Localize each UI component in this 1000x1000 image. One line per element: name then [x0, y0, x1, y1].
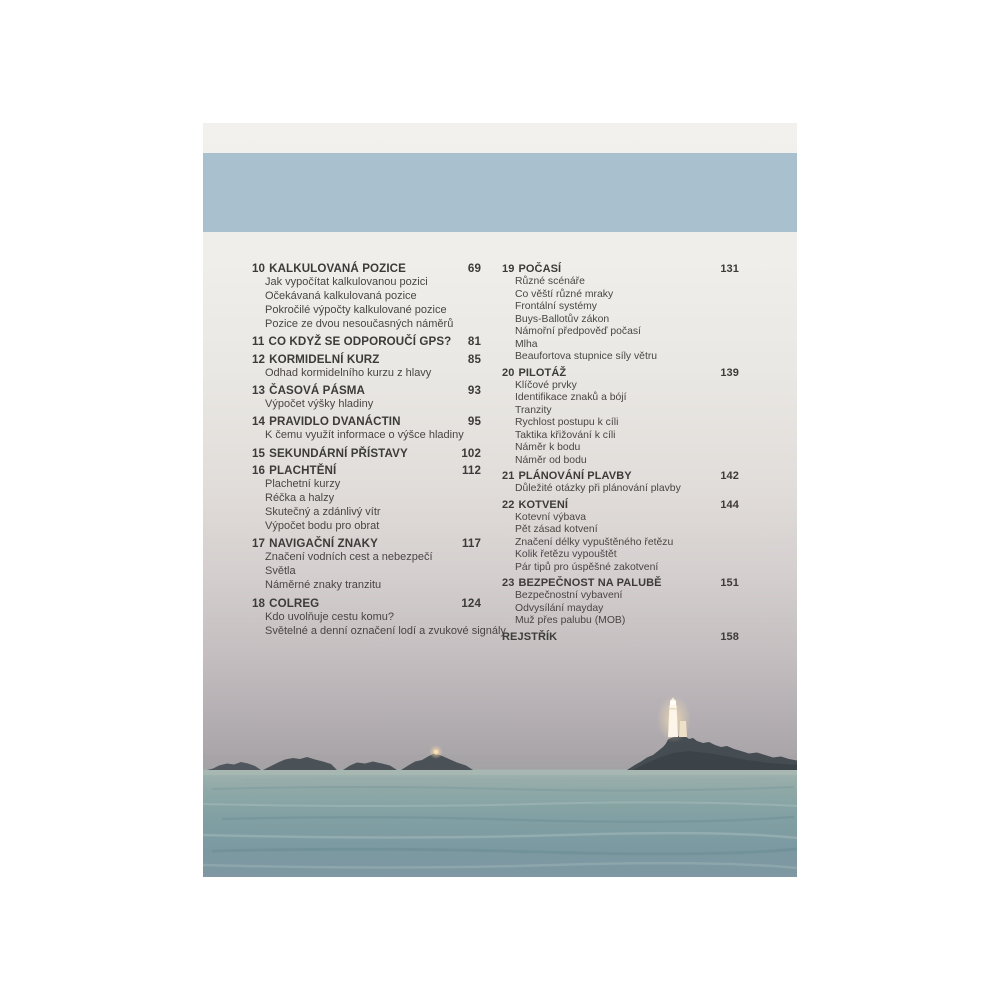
chapter-number: 18	[252, 596, 266, 610]
chapter-title: REJSTŘÍK	[502, 630, 558, 643]
toc-chapter	[502, 499, 739, 575]
chapter-page-number: 117	[461, 537, 481, 551]
chapter-title: NAVIGAČNÍ ZNAKY	[269, 537, 378, 551]
chapter-title-group	[502, 577, 662, 590]
toc-chapter	[252, 335, 481, 349]
toc-subentry: Náměrné znaky tranzitu	[265, 579, 382, 592]
toc-subentry: Výpočet bodu pro obrat	[265, 520, 380, 533]
toc-subentry: Identifikace znaků a bójí	[515, 392, 627, 403]
chapter-title: KALKULOVANÁ POZICE	[269, 262, 406, 275]
toc-column-left	[252, 262, 506, 639]
toc-chapter	[502, 470, 739, 496]
toc-subentry: Kolik řetězu vypouštět	[515, 549, 617, 560]
chapter-title-group	[502, 499, 568, 512]
toc-chapter	[502, 263, 739, 364]
toc-chapter-heading	[252, 384, 481, 398]
chapter-number: 11	[252, 335, 265, 349]
chapter-page-number: 144	[720, 498, 739, 511]
toc-chapter	[252, 353, 481, 381]
chapter-page-number: 102	[461, 446, 481, 460]
chapter-title-group	[252, 537, 378, 551]
chapter-title-group	[252, 262, 406, 276]
chapter-page-number: 112	[461, 464, 481, 478]
toc-subentry: Námořní předpověď počasí	[515, 326, 641, 337]
toc-subentry: Značení vodních cest a nebezpečí	[265, 551, 433, 564]
toc-chapter-heading	[502, 631, 739, 644]
toc-subentry: Pár tipů pro úspěšné zakotvení	[515, 561, 659, 573]
chapter-title: ČASOVÁ PÁSMA	[269, 384, 366, 398]
chapter-title: PLÁNOVÁNÍ PLAVBY	[518, 470, 632, 482]
toc-chapter-heading	[502, 263, 739, 276]
toc-chapter-heading	[252, 537, 481, 551]
chapter-title-group	[252, 464, 336, 478]
toc-subentry: Kdo uvolňuje cestu komu?	[265, 610, 395, 623]
chapter-title-group	[252, 384, 365, 398]
seascape-photo	[203, 677, 797, 877]
toc-subentry: Jak vypočítat kalkulovanou pozici	[265, 276, 428, 288]
chapter-page-number: 93	[467, 384, 481, 398]
toc-subentry: Réčka a halzy	[265, 492, 335, 505]
toc-chapter-heading	[502, 367, 739, 380]
toc-subentry: Pět zásad kotvení	[515, 524, 598, 535]
chapter-number: 15	[252, 446, 266, 460]
chapter-number: 14	[252, 415, 266, 429]
toc-chapter	[502, 577, 739, 628]
chapter-title: CO KDYŽ SE ODPOROUČÍ GPS?	[268, 335, 452, 349]
toc-chapter-heading	[502, 577, 739, 590]
chapter-title: PILOTÁŽ	[518, 366, 567, 379]
chapter-page-number: 95	[467, 415, 481, 429]
toc-chapter-heading	[252, 597, 481, 611]
chapter-number: 13	[252, 384, 266, 398]
toc-subentry: Rychlost postupu k cíli	[515, 417, 619, 428]
chapter-number: 10	[252, 262, 266, 275]
toc-chapter	[252, 537, 481, 593]
toc-subentry: Značení délky vypuštěného řetězu	[515, 536, 674, 548]
chapter-page-number: 151	[720, 577, 739, 589]
toc-subentry: Náměr k bodu	[515, 442, 581, 453]
toc-chapter	[502, 631, 739, 644]
toc-subentry: Světla	[265, 565, 296, 578]
toc-column-right	[502, 263, 739, 644]
chapter-title-group	[252, 415, 401, 429]
chapter-title: BEZPEČNOST NA PALUBĚ	[518, 577, 662, 589]
chapter-number: 21	[502, 470, 515, 482]
chapter-title-group	[252, 447, 408, 461]
sea-horizon-light-band	[203, 770, 797, 775]
chapter-number: 17	[252, 537, 266, 551]
toc-chapter	[252, 415, 481, 443]
toc-subentry: Světelné a denní označení lodí a zvukové signály	[265, 624, 506, 637]
chapter-title: PRAVIDLO DVANÁCTIN	[269, 415, 401, 429]
chapter-title-group	[502, 631, 557, 644]
toc-subentry: Muž přes palubu (MOB)	[515, 615, 626, 626]
toc-subentry: Náměr od bodu	[515, 454, 587, 466]
lighthouse-gallery	[669, 708, 677, 710]
chapter-number: 19	[502, 263, 515, 275]
toc-subentry: Pokročilé výpočty kalkulované pozice	[265, 303, 447, 316]
chapter-title-group	[252, 335, 451, 349]
toc-subentry: Tranzity	[515, 404, 552, 416]
toc-subentry: Bezpečnostní vybavení	[515, 590, 623, 601]
toc-subentry: Co věští různé mraky	[515, 288, 614, 300]
toc-subentry: Klíčové prvky	[515, 379, 577, 391]
toc-subentry: Taktika křižování k cíli	[515, 429, 616, 441]
toc-subentry: Různé scénáře	[515, 276, 585, 287]
toc-subentry: Pozice ze dvou nesoučasných náměrů	[265, 317, 454, 330]
toc-subentry: Beaufortova stupnice síly větru	[515, 351, 658, 362]
book-page	[203, 123, 797, 877]
toc-subentry: Očekávaná kalkulovaná pozice	[265, 289, 417, 302]
chapter-page-number: 139	[720, 366, 739, 379]
toc-chapter-heading	[502, 499, 739, 512]
lighthouse-lantern	[670, 701, 676, 706]
toc-chapter	[252, 596, 506, 639]
toc-chapter-heading	[252, 464, 481, 478]
toc-subentry: Výpočet výšky hladiny	[265, 398, 374, 411]
chapter-title: COLREG	[269, 596, 320, 610]
lighthouse-secondary-tower	[679, 721, 687, 737]
toc-subentry: Mlha	[515, 338, 538, 350]
chapter-number: 20	[502, 366, 515, 379]
toc-subentry: Buys-Ballotův zákon	[515, 313, 610, 325]
chapter-page-number: 142	[720, 470, 739, 482]
toc-subentry: Plachetní kurzy	[265, 478, 341, 491]
toc-chapter	[252, 384, 481, 412]
toc-subentry: Kotevní výbava	[515, 511, 587, 523]
toc-subentry: K čemu využít informace o výšce hladiny	[265, 429, 464, 442]
chapter-title-group	[502, 470, 632, 483]
chapter-page-number: 158	[720, 630, 739, 643]
lighthouse-tower	[668, 705, 678, 737]
chapter-page-number: 69	[467, 262, 481, 275]
chapter-title-group	[502, 263, 561, 276]
toc-chapter-heading	[252, 353, 481, 367]
toc-subentry: Skutečný a zdánlivý vítr	[265, 506, 381, 519]
chapter-title-group	[502, 367, 566, 380]
toc-subentry: Frontální systémy	[515, 301, 597, 312]
chapter-page-number: 85	[467, 352, 481, 366]
toc-chapter	[252, 464, 481, 534]
chapter-number: 12	[252, 352, 266, 366]
toc-chapter-heading	[252, 262, 481, 276]
chapter-page-number: 81	[467, 335, 481, 349]
sea	[203, 770, 797, 878]
chapter-number: 22	[502, 498, 515, 511]
toc-chapter-heading	[502, 470, 739, 483]
chapter-title: PLACHTĚNÍ	[269, 464, 337, 478]
chapter-title: SEKUNDÁRNÍ PŘÍSTAVY	[269, 446, 408, 460]
chapter-number: 16	[252, 464, 266, 478]
chapter-title-group	[252, 353, 379, 367]
toc-subentry: Důležité otázky při plánování plavby	[515, 483, 681, 494]
toc-chapter-heading	[252, 335, 481, 349]
chapter-page-number: 131	[720, 263, 739, 275]
chapter-title: KOTVENÍ	[518, 498, 569, 511]
chapter-page-number: 124	[461, 596, 481, 610]
header-band	[203, 153, 797, 232]
toc-chapter	[252, 262, 481, 332]
toc-chapter	[502, 367, 739, 468]
chapter-number: 23	[502, 577, 515, 589]
toc-subentry: Odvysílání mayday	[515, 602, 604, 614]
chapter-title: KORMIDELNÍ KURZ	[269, 352, 380, 366]
toc-chapter-heading	[252, 447, 481, 461]
chapter-title-group	[252, 597, 319, 611]
toc-subentry: Odhad kormidelního kurzu z hlavy	[265, 366, 432, 379]
beacon-light	[434, 750, 439, 755]
chapter-title: POČASÍ	[518, 263, 562, 275]
toc-chapter-heading	[252, 415, 481, 429]
toc-chapter	[252, 447, 481, 461]
